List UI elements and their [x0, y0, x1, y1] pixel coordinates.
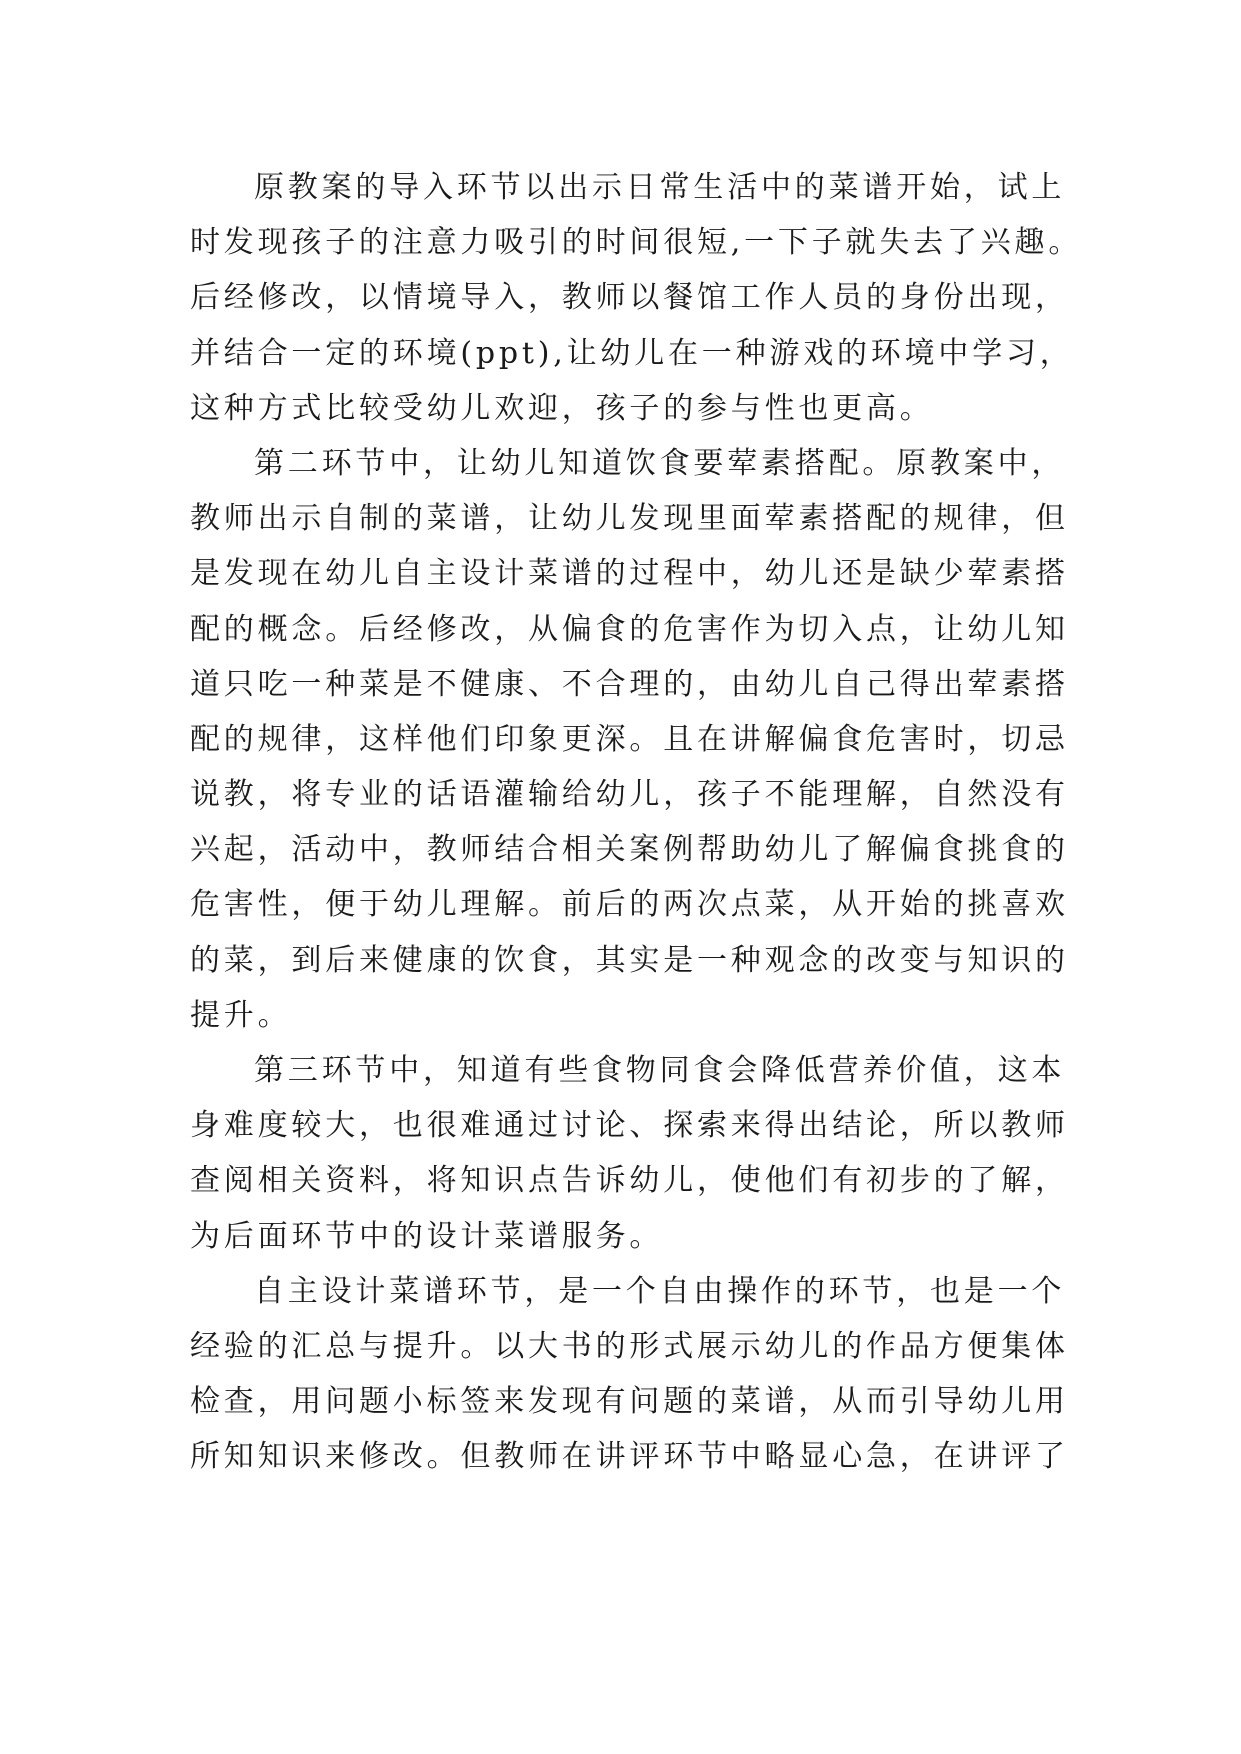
- paragraph-2-line-4: 配的概念。后经修改，从偏食的危害作为切入点，让幼儿知: [190, 611, 1069, 647]
- paragraph-3-line-3: 查阅相关资料，将知识点告诉幼儿，使他们有初步的了解，: [190, 1163, 1069, 1199]
- paragraph-2-line-7: 说教，将专业的话语灌输给幼儿，孩子不能理解，自然没有: [190, 777, 1069, 813]
- paragraph-4-line-1: 自主设计菜谱环节，是一个自由操作的环节，也是一个: [254, 1273, 1066, 1309]
- paragraph-2-line-11: 提升。: [190, 997, 292, 1033]
- paragraph-2-line-1: 第二环节中，让幼儿知道饮食要荤素搭配。原教案中，: [254, 445, 1066, 481]
- paragraph-2-line-8: 兴起，活动中，教师结合相关案例帮助幼儿了解偏食挑食的: [190, 832, 1069, 868]
- paragraph-2-line-2: 教师出示自制的菜谱，让幼儿发现里面荤素搭配的规律，但: [190, 501, 1069, 537]
- paragraph-2-line-6: 配的规律，这样他们印象更深。且在讲解偏食危害时，切忌: [190, 721, 1069, 757]
- paragraph-2-line-5: 道只吃一种菜是不健康、不合理的，由幼儿自己得出荤素搭: [190, 666, 1069, 702]
- paragraph-3-line-2: 身难度较大，也很难通过讨论、探索来得出结论，所以教师: [190, 1108, 1069, 1144]
- paragraph-3-line-4: 为后面环节中的设计菜谱服务。: [190, 1218, 664, 1254]
- paragraph-1-line-3: 后经修改，以情境导入，教师以餐馆工作人员的身份出现，: [190, 280, 1069, 316]
- paragraph-1-line-4: 并结合一定的环境(ppt),让幼儿在一种游戏的环境中学习，: [190, 335, 1074, 371]
- paragraph-1-line-5: 这种方式比较受幼儿欢迎，孩子的参与性也更高。: [190, 390, 934, 426]
- paragraph-4-line-2: 经验的汇总与提升。以大书的形式展示幼儿的作品方便集体: [190, 1328, 1069, 1364]
- paragraph-4-line-4: 所知知识来修改。但教师在讲评环节中略显心急，在讲评了: [190, 1439, 1069, 1475]
- document-body: [190, 160, 1090, 1485]
- paragraph-2-line-10: 的菜，到后来健康的饮食，其实是一种观念的改变与知识的: [190, 942, 1069, 978]
- paragraph-1-line-1: 原教案的导入环节以出示日常生活中的菜谱开始，试上: [254, 170, 1066, 205]
- paragraph-3-line-1: 第三环节中，知道有些食物同食会降低营养价值，这本: [254, 1053, 1066, 1088]
- paragraph-2-line-3: 是发现在幼儿自主设计菜谱的过程中，幼儿还是缺少荤素搭: [190, 556, 1069, 592]
- paragraph-2-line-9: 危害性，便于幼儿理解。前后的两次点菜，从开始的挑喜欢: [190, 887, 1069, 923]
- paragraph-1-line-2: 时发现孩子的注意力吸引的时间很短,一下子就失去了兴趣。: [190, 225, 1083, 261]
- paragraph-4-line-3: 检查，用问题小标签来发现有问题的菜谱，从而引导幼儿用: [190, 1384, 1069, 1420]
